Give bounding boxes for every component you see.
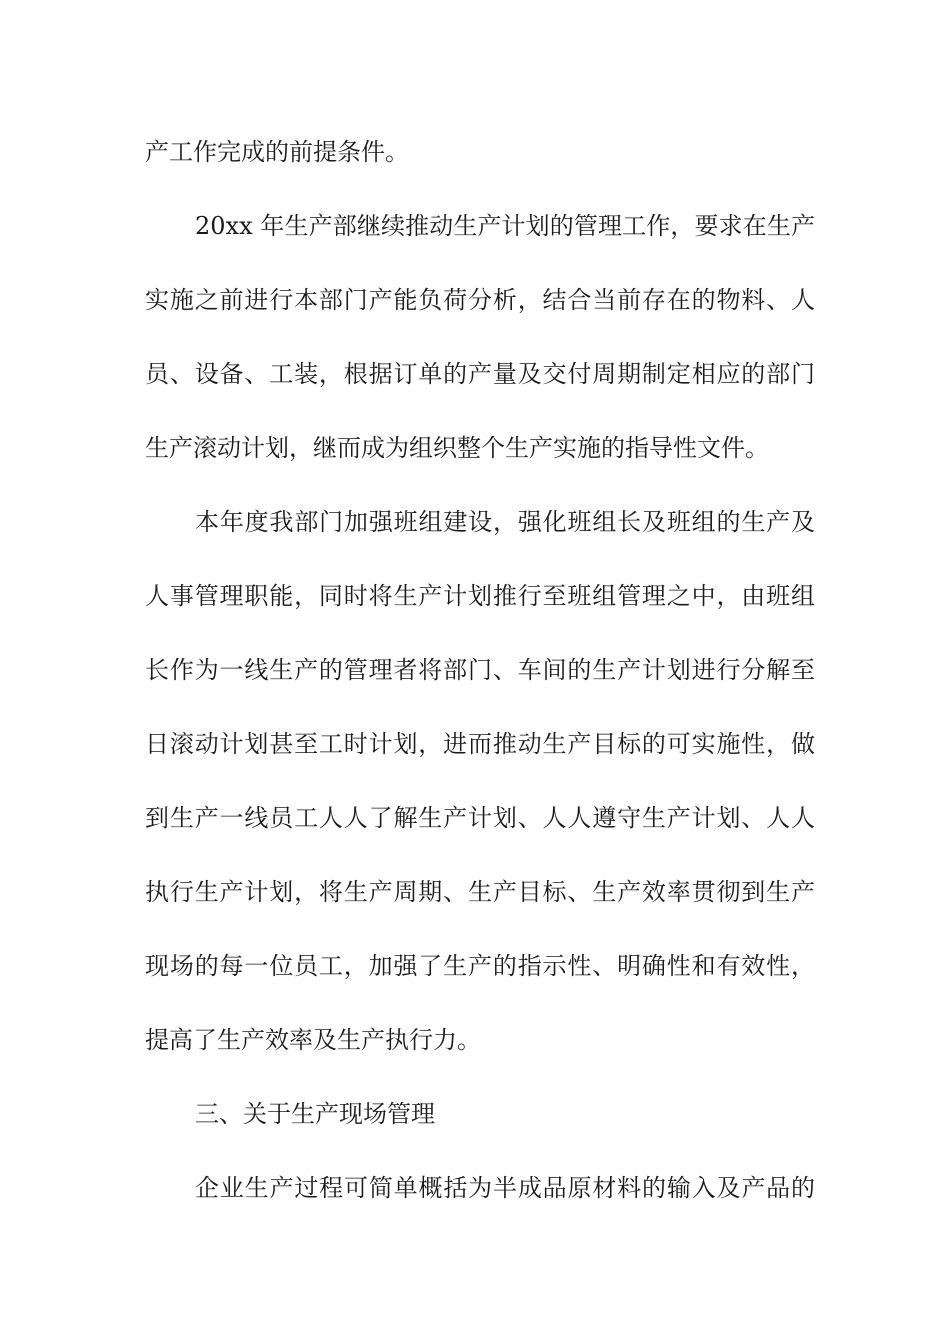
paragraph-first-line: 20xx 年生产部继续推动生产计划的管理工作，要求在生产 bbox=[195, 212, 815, 240]
text-line: 提高了生产效率及生产执行力。 bbox=[145, 1026, 481, 1054]
text-line: 生产滚动计划，继而成为组织整个生产实施的指导性文件。 bbox=[145, 434, 769, 462]
text-line: 日滚动计划甚至工时计划，进而推动生产目标的可实施性，做 bbox=[145, 730, 815, 758]
text-line: 员、设备、工装，根据订单的产量及交付周期制定相应的部门 bbox=[145, 360, 815, 388]
text-line: 现场的每一位员工，加强了生产的指示性、明确性和有效性， bbox=[145, 952, 815, 980]
text-line: 执行生产计划，将生产周期、生产目标、生产效率贯彻到生产 bbox=[145, 878, 815, 906]
text-line: 长作为一线生产的管理者将部门、车间的生产计划进行分解至 bbox=[145, 656, 815, 684]
text-line: 产工作完成的前提条件。 bbox=[145, 138, 409, 166]
section-heading: 三、关于生产现场管理 bbox=[195, 1100, 435, 1128]
text-line: 到生产一线员工人人了解生产计划、人人遵守生产计划、人人 bbox=[145, 804, 815, 832]
paragraph-first-line: 本年度我部门加强班组建设，强化班组长及班组的生产及 bbox=[195, 508, 815, 536]
paragraph-first-line: 企业生产过程可简单概括为半成品原材料的输入及产品的 bbox=[195, 1174, 815, 1202]
text-line: 人事管理职能，同时将生产计划推行至班组管理之中，由班组 bbox=[145, 582, 815, 610]
text-line: 实施之前进行本部门产能负荷分析，结合当前存在的物料、人 bbox=[145, 286, 815, 314]
